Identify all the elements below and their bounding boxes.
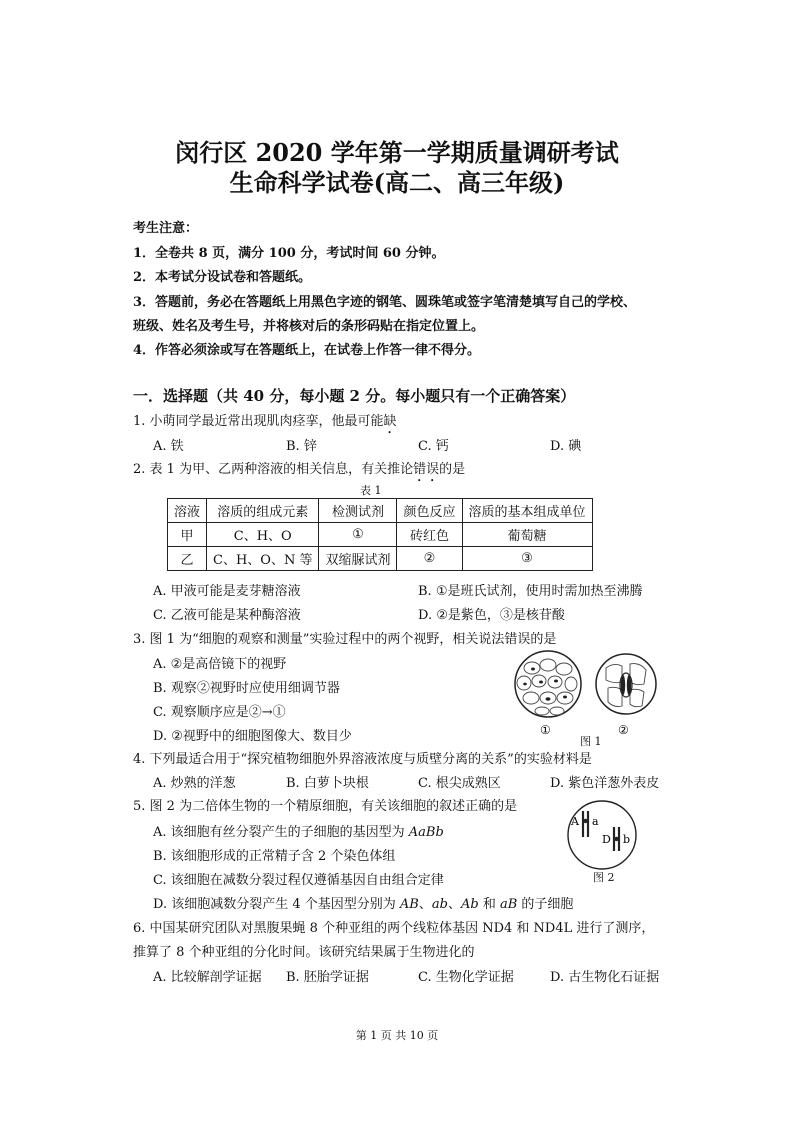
q3-option-b: B. 观察②视野时应使用细调节器 bbox=[153, 681, 340, 696]
q2-option-c: C. 乙液可能是某种酶溶液 bbox=[153, 608, 301, 623]
question-5-stem: 5. 图 2 为二倍体生物的一个精原细胞，有关该细胞的叙述正确的是 bbox=[133, 799, 518, 814]
q3-option-d: D. ②视野中的细胞图像大、数目少 bbox=[153, 729, 352, 744]
low-power-view bbox=[515, 651, 581, 717]
table-1 bbox=[167, 498, 593, 571]
notice-item: 2．本考试分设试卷和答题纸。 bbox=[133, 270, 312, 285]
question-4-stem: 4. 下列最适合用于“探究植物细胞外界溶液浓度与质壁分离的关系”的实验材料是 bbox=[133, 752, 592, 767]
figure-1-caption: 图 1 bbox=[580, 735, 602, 748]
table-1-caption: 表 1 bbox=[360, 484, 382, 497]
table-header-cell: 颜色反应 bbox=[397, 499, 462, 523]
table-header-cell: 溶质的基本组成单位 bbox=[462, 499, 592, 523]
table-cell: C、H、O、N 等 bbox=[207, 547, 319, 571]
q2-option-a: A. 甲液可能是麦芽糖溶液 bbox=[153, 584, 301, 599]
emphasis-mark: 错误 bbox=[413, 462, 440, 477]
q1-option-c: C. 钙 bbox=[418, 439, 449, 454]
question-2-stem: 2. 表 1 为甲、乙两种溶液的相关信息，有关推论错误的是 bbox=[133, 462, 466, 477]
emphasis-mark: 缺 bbox=[383, 414, 397, 429]
table-row bbox=[168, 523, 593, 547]
question-6-stem-line1: 6. 中国某研究团队对黑腹果蝇 8 个种亚组的两个线粒体基因 ND4 和 ND4L 进行了测序， bbox=[133, 921, 655, 936]
figure-1-label-1: ① bbox=[540, 723, 551, 737]
figure-2-caption: 图 2 bbox=[593, 871, 615, 884]
table-cell: 葡萄糖 bbox=[462, 523, 592, 547]
notice-item: 班级、姓名及考生号，并将核对后的条形码贴在指定位置上。 bbox=[133, 319, 485, 334]
q1-option-a: A. 铁 bbox=[153, 439, 184, 454]
table-cell: C、H、O bbox=[207, 523, 319, 547]
q5-option-a: A. 该细胞有丝分裂产生的子细胞的基因型为 AaBb bbox=[153, 825, 444, 840]
q6-option-b: B. 胚胎学证据 bbox=[286, 970, 369, 985]
q6-option-a: A. 比较解剖学证据 bbox=[153, 970, 262, 985]
figure-2-cell-diagram bbox=[564, 799, 640, 871]
section-heading: 一．选择题（共 40 分，每小题 2 分。每小题只有一个正确答案） bbox=[133, 387, 576, 405]
q5-option-b: B. 该细胞形成的正常精子含 2 个染色体组 bbox=[153, 849, 396, 864]
table-cell: 双缩脲试剂 bbox=[319, 547, 397, 571]
exam-title-line1: 闵行区 2020 学年第一学期质量调研考试 bbox=[175, 138, 619, 167]
q2-option-d: D. ②是紫色，③是核苷酸 bbox=[418, 608, 565, 623]
page-footer: 第 1 页 共 10 页 bbox=[355, 1029, 439, 1042]
table-header-row bbox=[168, 499, 593, 523]
q3-option-a: A. ②是高倍镜下的视野 bbox=[153, 657, 287, 672]
question-1-stem: 1. 小萌同学最近常出现肌肉痉挛，他最可能缺 bbox=[133, 414, 397, 429]
notice-item: 4．作答必须涂或写在答题纸上，在试卷上作答一律不得分。 bbox=[133, 343, 481, 358]
notice-item: 3．答题前，务必在答题纸上用黑色字迹的钢笔、圆珠笔或签字笔清楚填写自己的学校、 bbox=[133, 295, 637, 310]
table-cell: 砖红色 bbox=[397, 523, 462, 547]
exam-title-line2: 生命科学试卷(高二、高三年级) bbox=[229, 168, 565, 197]
q3-option-c: C. 观察顺序应是②→① bbox=[153, 705, 286, 720]
q1-option-d: D. 碘 bbox=[550, 439, 582, 454]
question-3-stem: 3. 图 1 为“细胞的观察和测量”实验过程中的两个视野，相关说法错误的是 bbox=[133, 632, 557, 647]
figure-1-label-2: ② bbox=[618, 723, 629, 737]
table-cell: ③ bbox=[462, 547, 592, 571]
table-cell: ① bbox=[319, 523, 397, 547]
table-cell: ② bbox=[397, 547, 462, 571]
figure-1-microscope-views bbox=[510, 648, 670, 744]
q2-option-b: B. ①是班氏试剂，使用时需加热至沸腾 bbox=[418, 584, 643, 599]
notice-item: 1．全卷共 8 页，满分 100 分，考试时间 60 分钟。 bbox=[133, 246, 445, 261]
q1-option-b: B. 锌 bbox=[286, 439, 317, 454]
gene-label-a-upper: A bbox=[571, 815, 579, 828]
gene-label-b: b bbox=[623, 833, 631, 846]
gene-label-a-lower: a bbox=[592, 815, 599, 828]
gene-label-d: D bbox=[602, 833, 611, 846]
question-6-stem-line2: 推算了 8 个种亚组的分化时间。该研究结果属于生物进化的 bbox=[133, 945, 475, 960]
q6-option-d: D. 古生物化石证据 bbox=[550, 970, 660, 985]
q6-option-c: C. 生物化学证据 bbox=[418, 970, 514, 985]
q4-option-b: B. 白萝卜块根 bbox=[286, 776, 369, 791]
table-row bbox=[168, 547, 593, 571]
high-power-view bbox=[596, 654, 656, 714]
table-cell: 乙 bbox=[168, 547, 207, 571]
table-header-cell: 溶液 bbox=[168, 499, 207, 523]
notice-heading: 考生注意： bbox=[133, 221, 199, 236]
table-header-cell: 溶质的组成元素 bbox=[207, 499, 319, 523]
q5-option-d: D. 该细胞减数分裂产生 4 个基因型分别为 AB、ab、Ab 和 aB 的子细胞 bbox=[153, 897, 574, 912]
q5-option-c: C. 该细胞在减数分裂过程仅遵循基因自由组合定律 bbox=[153, 873, 444, 888]
table-cell: 甲 bbox=[168, 523, 207, 547]
q4-option-c: C. 根尖成熟区 bbox=[418, 776, 501, 791]
q4-option-a: A. 炒熟的洋葱 bbox=[153, 776, 236, 791]
q4-option-d: D. 紫色洋葱外表皮 bbox=[550, 776, 660, 791]
table-header-cell: 检测试剂 bbox=[319, 499, 397, 523]
